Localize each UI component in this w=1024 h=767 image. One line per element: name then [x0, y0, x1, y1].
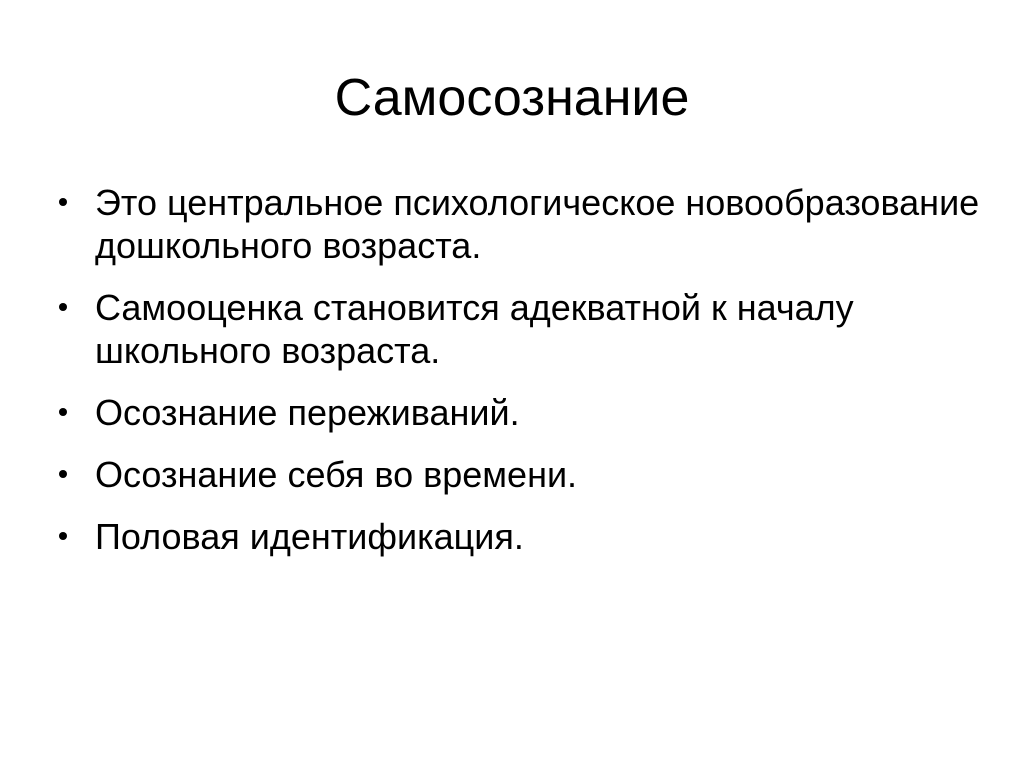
list-item: [56, 391, 986, 434]
bullet-text: Осознание себя во времени.: [95, 454, 578, 495]
bullet-dot-icon: [59, 408, 67, 416]
bullet-dot-icon: [59, 532, 67, 540]
list-item: [56, 515, 986, 558]
list-item: [56, 453, 986, 496]
bullet-dot-icon: [59, 303, 67, 311]
bullet-dot-icon: [59, 198, 67, 206]
bullet-text: Половая идентификация.: [95, 516, 524, 557]
bullet-text: Самооценка становится адекватной к началу школьного возраста.: [95, 287, 854, 371]
bullet-dot-icon: [59, 470, 67, 478]
bullet-list: [56, 181, 986, 577]
list-item: [56, 286, 986, 372]
list-item: [56, 181, 986, 267]
bullet-text: Осознание переживаний.: [95, 392, 520, 433]
slide-title: Самосознание: [334, 69, 690, 127]
bullet-text: Это центральное психологическое новообразование дошкольного возраста.: [95, 182, 980, 266]
